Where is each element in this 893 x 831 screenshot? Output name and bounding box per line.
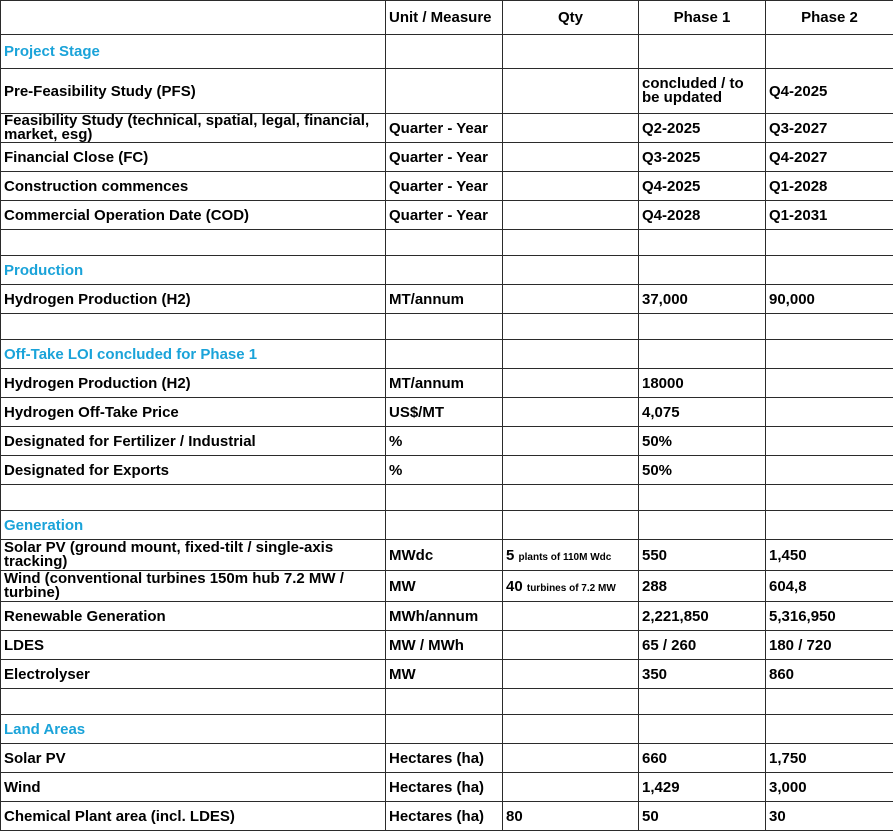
phase-1-cell: 660	[639, 744, 766, 773]
unit-cell	[386, 689, 503, 715]
phase-2-cell: 1,750	[766, 744, 893, 773]
phase-1-cell	[639, 715, 766, 744]
phase-2-cell	[766, 230, 893, 256]
unit-cell: US$/MT	[386, 398, 503, 427]
table-row	[1, 369, 893, 398]
unit-cell	[386, 314, 503, 340]
phase-2-cell	[766, 715, 893, 744]
header-phase-2: Phase 2	[766, 1, 893, 35]
qty-cell	[503, 602, 639, 631]
section-title: Production	[1, 256, 386, 285]
phase-1-cell: 550	[639, 540, 766, 571]
table-row	[1, 201, 893, 230]
spacer-row	[1, 230, 893, 256]
phase-2-cell: 180 / 720	[766, 631, 893, 660]
section-title: Off-Take LOI concluded for Phase 1	[1, 340, 386, 369]
phase-2-cell	[766, 511, 893, 540]
row-label: Financial Close (FC)	[1, 143, 386, 172]
table-row	[1, 660, 893, 689]
phase-1-cell: Q3-2025	[639, 143, 766, 172]
qty-note: plants of 110M Wdc	[519, 552, 612, 563]
unit-cell	[386, 485, 503, 511]
phase-1-cell	[639, 511, 766, 540]
phase-2-cell	[766, 369, 893, 398]
section-header-row	[1, 256, 893, 285]
phase-2-cell: 1,450	[766, 540, 893, 571]
qty-cell	[503, 744, 639, 773]
phase-2-cell	[766, 256, 893, 285]
row-label: Solar PV	[1, 744, 386, 773]
phase-1-cell	[639, 230, 766, 256]
row-label: Solar PV (ground mount, fixed-tilt / single-axis tracking)	[1, 540, 386, 571]
unit-cell	[386, 340, 503, 369]
unit-cell: MW	[386, 660, 503, 689]
qty-cell	[503, 230, 639, 256]
qty-cell	[503, 256, 639, 285]
phase-2-cell: 30	[766, 802, 893, 831]
row-label: Chemical Plant area (incl. LDES)	[1, 802, 386, 831]
table-row	[1, 773, 893, 802]
header-phase-1: Phase 1	[639, 1, 766, 35]
phase-1-cell	[639, 314, 766, 340]
table-row	[1, 744, 893, 773]
qty-value: 40	[506, 578, 523, 595]
row-label: Commercial Operation Date (COD)	[1, 201, 386, 230]
phase-1-cell: 37,000	[639, 285, 766, 314]
table-body	[1, 35, 893, 831]
unit-cell: %	[386, 456, 503, 485]
qty-value: 5	[506, 547, 514, 564]
unit-cell	[386, 69, 503, 114]
section-title: Project Stage	[1, 35, 386, 69]
phase-2-cell: 604,8	[766, 571, 893, 602]
unit-cell: Hectares (ha)	[386, 744, 503, 773]
qty-cell	[503, 143, 639, 172]
phase-1-cell: 50%	[639, 427, 766, 456]
phase-1-cell: 4,075	[639, 398, 766, 427]
section-header-row	[1, 35, 893, 69]
section-header-row	[1, 715, 893, 744]
phase-2-cell	[766, 456, 893, 485]
header-unit-measure: Unit / Measure	[386, 1, 503, 35]
section-title: Land Areas	[1, 715, 386, 744]
unit-cell	[386, 511, 503, 540]
phase-2-cell: 90,000	[766, 285, 893, 314]
phase-2-cell	[766, 314, 893, 340]
row-label: Pre-Feasibility Study (PFS)	[1, 69, 386, 114]
phase-1-cell	[639, 35, 766, 69]
qty-cell	[503, 398, 639, 427]
phase-2-cell	[766, 485, 893, 511]
table-row	[1, 69, 893, 114]
phase-2-cell: Q1-2031	[766, 201, 893, 230]
table-row	[1, 571, 893, 602]
phase-2-cell	[766, 427, 893, 456]
spacer-row	[1, 689, 893, 715]
table-row	[1, 285, 893, 314]
qty-cell	[503, 773, 639, 802]
table-row	[1, 456, 893, 485]
qty-cell	[503, 69, 639, 114]
qty-cell	[503, 172, 639, 201]
row-label: Construction commences	[1, 172, 386, 201]
spacer-row	[1, 485, 893, 511]
unit-cell	[386, 256, 503, 285]
phase-1-cell: 50%	[639, 456, 766, 485]
row-label: Feasibility Study (technical, spatial, legal, financial, market, esg)	[1, 114, 386, 143]
unit-cell: MWh/annum	[386, 602, 503, 631]
phase-2-cell: Q4-2027	[766, 143, 893, 172]
qty-value: 80	[506, 808, 523, 825]
section-header-row	[1, 511, 893, 540]
table-row	[1, 143, 893, 172]
phase-1-cell: Q4-2025	[639, 172, 766, 201]
unit-cell: MT/annum	[386, 369, 503, 398]
row-label	[1, 689, 386, 715]
phase-1-cell: Q2-2025	[639, 114, 766, 143]
qty-cell	[503, 114, 639, 143]
qty-cell	[503, 689, 639, 715]
header-row	[1, 1, 893, 35]
qty-cell	[503, 571, 639, 602]
phase-1-cell: Q4-2028	[639, 201, 766, 230]
qty-cell	[503, 511, 639, 540]
unit-cell: Quarter - Year	[386, 114, 503, 143]
unit-cell: MWdc	[386, 540, 503, 571]
phase-2-cell: 5,316,950	[766, 602, 893, 631]
row-label	[1, 314, 386, 340]
phase-2-cell: Q1-2028	[766, 172, 893, 201]
table-row	[1, 427, 893, 456]
phase-1-cell: 18000	[639, 369, 766, 398]
unit-cell	[386, 230, 503, 256]
qty-cell	[503, 631, 639, 660]
unit-cell: Hectares (ha)	[386, 773, 503, 802]
phase-2-cell: 860	[766, 660, 893, 689]
unit-cell: Quarter - Year	[386, 172, 503, 201]
row-label: Wind (conventional turbines 150m hub 7.2 MW / turbine)	[1, 571, 386, 602]
row-label: Hydrogen Production (H2)	[1, 369, 386, 398]
table-row	[1, 540, 893, 571]
row-label: Hydrogen Production (H2)	[1, 285, 386, 314]
phase-2-cell: 3,000	[766, 773, 893, 802]
qty-cell	[503, 35, 639, 69]
qty-cell	[503, 802, 639, 831]
phase-1-cell: 2,221,850	[639, 602, 766, 631]
row-label	[1, 485, 386, 511]
qty-cell	[503, 369, 639, 398]
phase-1-cell	[639, 340, 766, 369]
qty-cell	[503, 427, 639, 456]
header-qty: Qty	[503, 1, 639, 35]
row-label: Wind	[1, 773, 386, 802]
spacer-row	[1, 314, 893, 340]
phase-1-cell: 50	[639, 802, 766, 831]
qty-cell	[503, 456, 639, 485]
unit-cell	[386, 35, 503, 69]
phase-1-cell: 1,429	[639, 773, 766, 802]
phase-1-cell: 350	[639, 660, 766, 689]
unit-cell: MW / MWh	[386, 631, 503, 660]
row-label: LDES	[1, 631, 386, 660]
row-label: Hydrogen Off-Take Price	[1, 398, 386, 427]
row-label: Designated for Fertilizer / Industrial	[1, 427, 386, 456]
table-row	[1, 398, 893, 427]
row-label: Electrolyser	[1, 660, 386, 689]
unit-cell: MW	[386, 571, 503, 602]
unit-cell: Quarter - Year	[386, 143, 503, 172]
section-header-row	[1, 340, 893, 369]
unit-cell: Hectares (ha)	[386, 802, 503, 831]
phase-1-cell	[639, 689, 766, 715]
qty-cell	[503, 485, 639, 511]
phase-2-cell	[766, 398, 893, 427]
unit-cell: %	[386, 427, 503, 456]
table-row	[1, 602, 893, 631]
phase-2-cell	[766, 340, 893, 369]
phase-2-cell	[766, 689, 893, 715]
table-row	[1, 631, 893, 660]
unit-cell	[386, 715, 503, 744]
qty-cell	[503, 715, 639, 744]
phase-1-cell: concluded / to be updated	[639, 69, 766, 114]
phase-2-cell: Q4-2025	[766, 69, 893, 114]
table-row	[1, 172, 893, 201]
qty-cell	[503, 201, 639, 230]
phase-1-cell	[639, 256, 766, 285]
qty-cell	[503, 285, 639, 314]
phase-1-cell	[639, 485, 766, 511]
qty-cell	[503, 540, 639, 571]
qty-note: turbines of 7.2 MW	[527, 583, 616, 594]
phase-2-cell	[766, 35, 893, 69]
qty-cell	[503, 314, 639, 340]
phase-1-cell: 288	[639, 571, 766, 602]
row-label: Designated for Exports	[1, 456, 386, 485]
unit-cell: MT/annum	[386, 285, 503, 314]
phase-2-cell: Q3-2027	[766, 114, 893, 143]
phase-1-cell: 65 / 260	[639, 631, 766, 660]
section-title: Generation	[1, 511, 386, 540]
qty-cell	[503, 340, 639, 369]
table-row	[1, 802, 893, 831]
table-row	[1, 114, 893, 143]
row-label	[1, 230, 386, 256]
header-blank-cell	[1, 1, 386, 35]
qty-cell	[503, 660, 639, 689]
row-label: Renewable Generation	[1, 602, 386, 631]
unit-cell: Quarter - Year	[386, 201, 503, 230]
